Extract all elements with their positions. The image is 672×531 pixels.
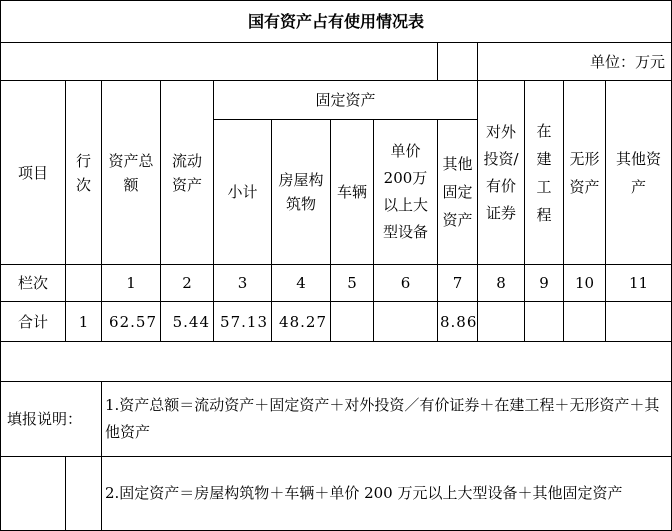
col-index-cell: 9 xyxy=(524,264,564,302)
header-total-assets: 资产总额 xyxy=(101,80,161,265)
notes-label-blank xyxy=(0,456,66,531)
total-cell xyxy=(524,301,564,342)
total-label: 合计 xyxy=(0,301,66,342)
col-index-cell: 6 xyxy=(373,264,438,302)
header-buildings: 房屋构筑物 xyxy=(271,119,331,265)
unit-row-blank xyxy=(0,42,438,81)
col-index-cell: 1 xyxy=(101,264,161,302)
header-subtotal: 小计 xyxy=(213,119,272,265)
notes-label: 填报说明： xyxy=(0,381,102,457)
total-cell xyxy=(563,301,606,342)
col-index-cell: 5 xyxy=(330,264,374,302)
header-intangible: 无形资产 xyxy=(563,80,606,265)
note-item: 2.固定资产＝房屋构筑物＋车辆＋单价 200 万元以上大型设备＋其他固定资产 xyxy=(101,456,672,531)
total-cell: 62.57 xyxy=(101,301,161,342)
total-cell xyxy=(330,301,374,342)
col-index-cell: 10 xyxy=(563,264,606,302)
header-fixed-assets-group: 固定资产 xyxy=(213,80,478,120)
total-cell xyxy=(373,301,438,342)
total-cell: 5.44 xyxy=(160,301,214,342)
table-title: 国有资产占有使用情况表 xyxy=(0,0,672,43)
unit-row-blank-small xyxy=(437,42,478,81)
col-index-label: 栏次 xyxy=(0,264,66,302)
total-cell xyxy=(605,301,672,342)
total-cell xyxy=(477,301,525,342)
total-cell: 8.86 xyxy=(437,301,478,342)
col-index-cell: 11 xyxy=(605,264,672,302)
header-item: 项目 xyxy=(0,80,66,265)
col-index-cell: 4 xyxy=(271,264,331,302)
notes-label-blank xyxy=(65,456,102,531)
col-index-row-no xyxy=(65,264,102,302)
header-construction: 在建工程 xyxy=(524,80,564,265)
header-current-assets: 流动资产 xyxy=(160,80,214,265)
header-other-fixed: 其他固定资产 xyxy=(437,119,478,265)
total-cell: 48.27 xyxy=(271,301,331,342)
header-investment: 对外投资/有价证券 xyxy=(477,80,525,265)
col-index-cell: 2 xyxy=(160,264,214,302)
note-item: 1.资产总额＝流动资产＋固定资产＋对外投资／有价证券＋在建工程＋无形资产＋其他资产 xyxy=(101,381,672,457)
total-row-no: 1 xyxy=(65,301,102,342)
col-index-cell: 3 xyxy=(213,264,272,302)
header-row-no: 行次 xyxy=(65,80,102,265)
unit-label: 单位：万元 xyxy=(477,42,672,81)
header-other-assets: 其他资产 xyxy=(605,80,672,265)
blank-row xyxy=(0,341,672,382)
header-large-equipment: 单价200万以上大型设备 xyxy=(373,119,438,265)
header-vehicles: 车辆 xyxy=(330,119,374,265)
total-cell: 57.13 xyxy=(213,301,272,342)
col-index-cell: 7 xyxy=(437,264,478,302)
col-index-cell: 8 xyxy=(477,264,525,302)
